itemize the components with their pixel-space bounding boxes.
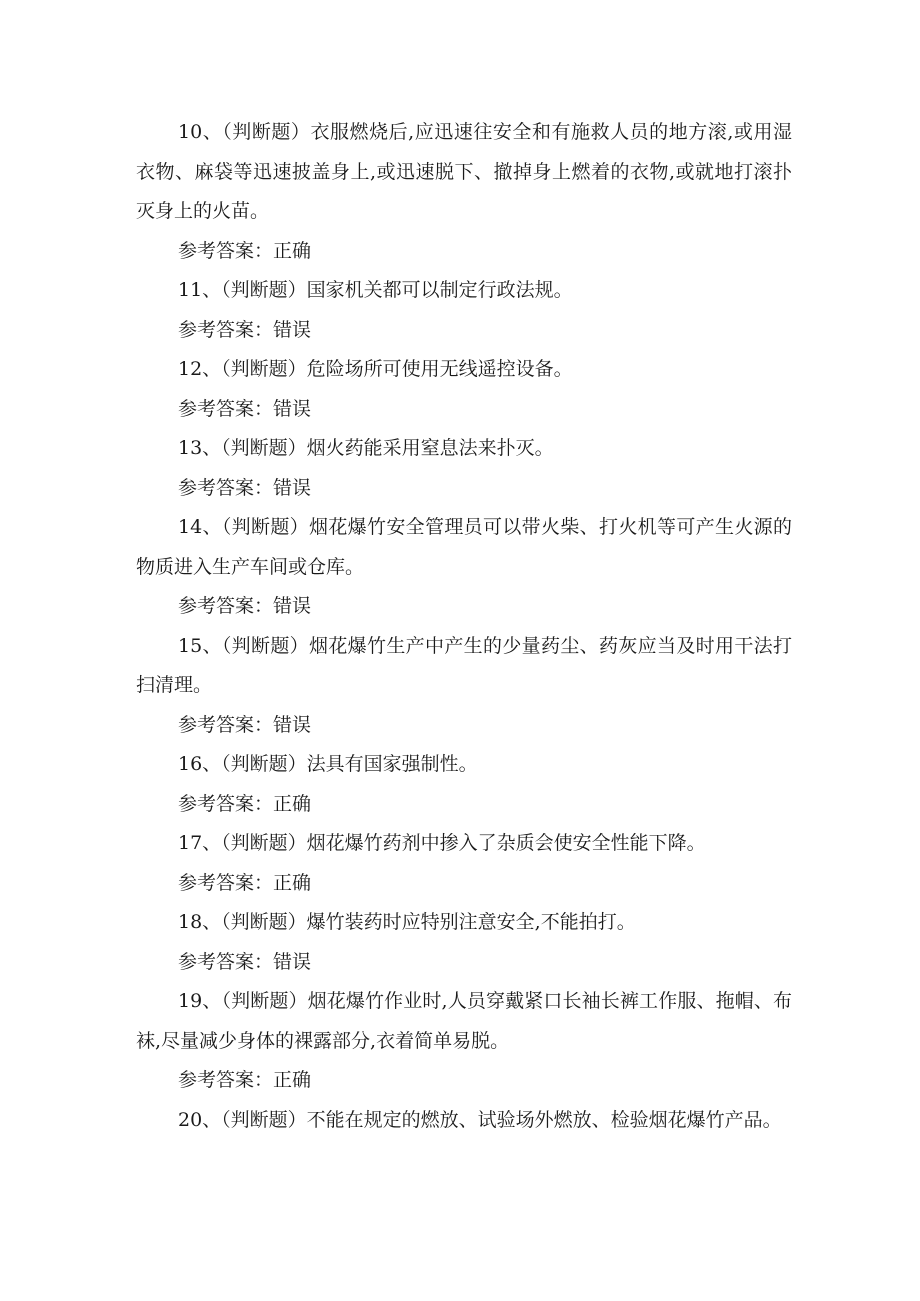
answer-16: 参考答案：正确 xyxy=(178,792,312,815)
question-17: 17、（判断题）烟花爆竹药剂中掺入了杂质会使安全性能下降。 xyxy=(178,832,706,854)
answer-10: 参考答案：正确 xyxy=(178,239,312,262)
answer-11: 参考答案：错误 xyxy=(178,318,312,341)
question-14: 14、（判断题）烟花爆竹安全管理员可以带火柴、打火机等可产生火源的物质进入生产车间或仓库。 xyxy=(136,516,792,578)
question-10: 10、（判断题）衣服燃烧后,应迅速往安全和有施救人员的地方滚,或用湿衣物、麻袋等迅速披盖身上,或迅速脱下、撤掉身上燃着的衣物,或就地打滚扑灭身上的火苗。 xyxy=(136,121,792,222)
answer-15: 参考答案：错误 xyxy=(178,713,312,736)
question-13: 13、（判断题）烟火药能采用窒息法来扑灭。 xyxy=(178,437,554,459)
answer-14: 参考答案：错误 xyxy=(178,595,312,617)
answer-18: 参考答案：错误 xyxy=(178,950,312,973)
answer-12: 参考答案：错误 xyxy=(178,397,312,420)
question-18: 18、（判断题）爆竹装药时应特别注意安全,不能拍打。 xyxy=(178,911,636,933)
question-20: 20、（判断题）不能在规定的燃放、试验场外燃放、检验烟花爆竹产品。 xyxy=(178,1108,782,1131)
question-list xyxy=(136,113,792,1140)
answer-13: 参考答案：错误 xyxy=(178,476,312,499)
question-11: 11、（判断题）国家机关都可以制定行政法规。 xyxy=(178,279,573,301)
question-15: 15、（判断题）烟花爆竹生产中产生的少量药尘、药灰应当及时用干法打扫清理。 xyxy=(136,634,792,696)
answer-17: 参考答案：正确 xyxy=(178,871,312,894)
question-19: 19、（判断题）烟花爆竹作业时,人员穿戴紧口长袖长裤工作服、拖帽、布袜,尽量减少身体的裸露部分,衣着简单易脱。 xyxy=(136,990,792,1052)
question-16: 16、（判断题）法具有国家强制性。 xyxy=(178,753,478,775)
question-12: 12、（判断题）危险场所可使用无线遥控设备。 xyxy=(178,358,573,380)
answer-19: 参考答案：正确 xyxy=(178,1069,312,1091)
